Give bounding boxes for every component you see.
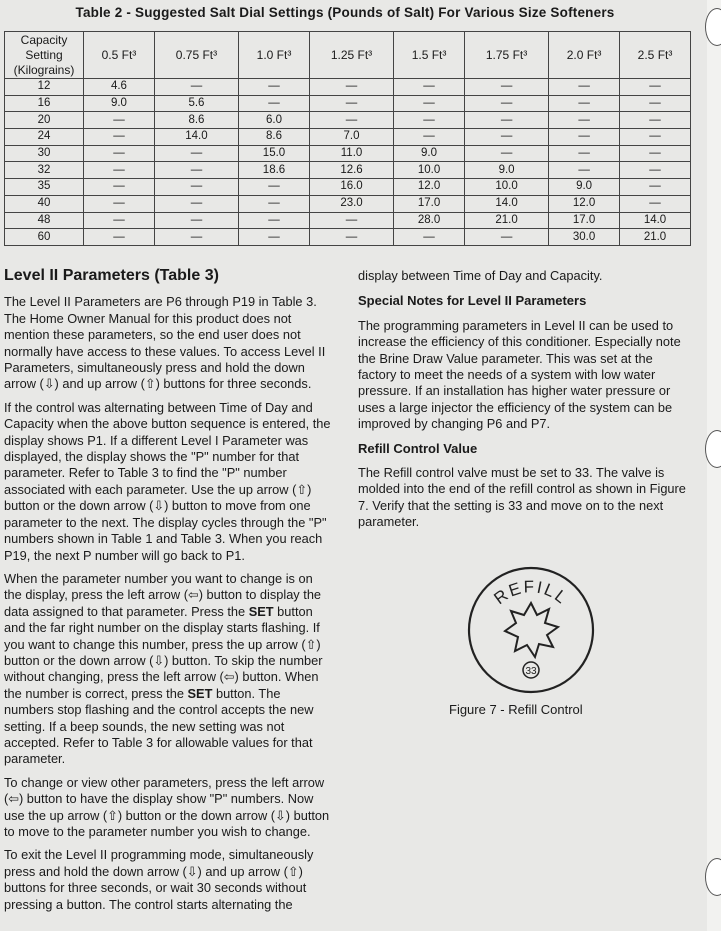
salt-value-cell: — <box>620 195 691 212</box>
salt-value-cell: — <box>84 195 155 212</box>
salt-value-cell: — <box>84 129 155 146</box>
capacity-header-line: Setting <box>25 47 63 62</box>
salt-value-cell: 5.6 <box>154 95 238 112</box>
salt-value-cell: — <box>84 112 155 129</box>
table-row <box>5 79 691 96</box>
refill-setting-number: 33 <box>525 666 537 677</box>
paragraph: The programming parameters in Level II can be used to increase the efficiency of this conditioner. Especially note the Brine Draw Value parameter. This was set at the factory to meet the needs of a system with low water pressure. If an installation has higher water pressure or uses a large injector the efficiency of the system can be improved by changing P6 and P7. <box>358 317 681 432</box>
salt-value-cell: — <box>309 79 393 96</box>
salt-value-cell: — <box>549 95 620 112</box>
salt-value-cell: — <box>620 179 691 196</box>
salt-value-cell: — <box>620 112 691 129</box>
salt-value-cell: — <box>84 162 155 179</box>
capacity-cell: 30 <box>5 145 84 162</box>
salt-value-cell: — <box>549 79 620 96</box>
salt-value-cell: 12.0 <box>394 179 465 196</box>
capacity-cell: 48 <box>5 212 84 229</box>
subheading: Special Notes for Level II Parameters <box>358 293 587 309</box>
salt-value-cell: — <box>309 95 393 112</box>
paragraph: The Level II Parameters are P6 through P19 in Table 3. The Home Owner Manual for this product does not mention these parameters, so the end user does not normally have access to these values. To access Level II Parameters, simultaneously press and hold the down arrow (⇩) and up arrow (⇧) buttons for three seconds. <box>4 294 326 392</box>
refill-label: REFILL <box>490 577 572 609</box>
table-title: Table 2 - Suggested Salt Dial Settings (Pounds of Salt) For Various Size Softeners <box>75 5 615 20</box>
salt-value-cell: — <box>309 229 393 246</box>
salt-value-cell: — <box>154 162 238 179</box>
binder-hole <box>705 858 721 896</box>
paragraph <box>4 571 332 768</box>
salt-value-cell: 9.0 <box>464 162 548 179</box>
column-header: 0.5 Ft³ <box>84 32 155 79</box>
salt-value-cell: — <box>309 212 393 229</box>
salt-value-cell: — <box>394 112 465 129</box>
salt-value-cell: 9.0 <box>84 95 155 112</box>
salt-value-cell: 4.6 <box>84 79 155 96</box>
capacity-cell: 35 <box>5 179 84 196</box>
text-run: button and the far right number on the display starts flashing. If you want to change this number, press the up arrow (⇧) button or the down arrow (⇩) button. To skip the number without changing, press the left arrow (⇦) button. When the number is correct, press the <box>4 603 323 701</box>
table-row <box>5 162 691 179</box>
table-row <box>5 195 691 212</box>
salt-value-cell: — <box>464 129 548 146</box>
salt-value-cell: 12.6 <box>309 162 393 179</box>
salt-value-cell: — <box>154 212 238 229</box>
salt-value-cell: — <box>549 129 620 146</box>
table-row <box>5 212 691 229</box>
salt-value-cell: — <box>620 162 691 179</box>
paragraph: display between Time of Day and Capacity. <box>358 268 603 283</box>
table-body <box>5 79 691 246</box>
table-row <box>5 145 691 162</box>
salt-value-cell: — <box>620 145 691 162</box>
salt-value-cell: — <box>239 179 310 196</box>
salt-value-cell: — <box>154 79 238 96</box>
figure-caption: Figure 7 - Refill Control <box>449 702 583 717</box>
salt-value-cell: 6.0 <box>239 112 310 129</box>
salt-value-cell: 16.0 <box>309 179 393 196</box>
salt-value-cell: — <box>620 79 691 96</box>
capacity-cell: 16 <box>5 95 84 112</box>
salt-value-cell: — <box>549 162 620 179</box>
capacity-cell: 24 <box>5 129 84 146</box>
table-row <box>5 112 691 129</box>
capacity-header-line: Capacity <box>20 32 68 47</box>
salt-value-cell: 30.0 <box>549 229 620 246</box>
salt-value-cell: 10.0 <box>394 162 465 179</box>
capacity-header <box>5 32 84 79</box>
paragraph: To change or view other parameters, press the left arrow (⇦) button to have the display show "P" numbers. Now use the up arrow (⇧) button or the down arrow (⇩) button to move to the parameter number you wish to change. <box>4 774 330 839</box>
salt-value-cell: 10.0 <box>464 179 548 196</box>
set-keyword: SET <box>248 603 274 619</box>
salt-value-cell: — <box>154 195 238 212</box>
salt-value-cell: — <box>154 145 238 162</box>
refill-control-figure <box>466 565 596 695</box>
subheading: Refill Control Value <box>358 440 478 456</box>
column-header: 1.0 Ft³ <box>239 32 310 79</box>
salt-value-cell: 9.0 <box>549 179 620 196</box>
column-header: 1.25 Ft³ <box>309 32 393 79</box>
salt-value-cell: 8.6 <box>154 112 238 129</box>
paragraph: The Refill control valve must be set to 33. The valve is molded into the end of the refill control as shown in Figure 7. Verify that the setting is 33 and move on to the next parameter. <box>358 465 686 530</box>
salt-value-cell: — <box>464 79 548 96</box>
salt-value-cell: — <box>84 212 155 229</box>
salt-value-cell: — <box>620 95 691 112</box>
salt-value-cell: 11.0 <box>309 145 393 162</box>
salt-value-cell: — <box>394 79 465 96</box>
salt-value-cell: 8.6 <box>239 129 310 146</box>
salt-value-cell: — <box>464 95 548 112</box>
salt-value-cell: 7.0 <box>309 129 393 146</box>
salt-value-cell: — <box>84 145 155 162</box>
salt-value-cell: — <box>620 129 691 146</box>
refill-star-shape <box>505 603 558 657</box>
salt-value-cell: — <box>239 79 310 96</box>
left-column <box>4 268 332 920</box>
table-row <box>5 179 691 196</box>
salt-value-cell: — <box>84 229 155 246</box>
capacity-cell: 12 <box>5 79 84 96</box>
salt-value-cell: — <box>549 112 620 129</box>
salt-value-cell: — <box>394 229 465 246</box>
capacity-cell: 32 <box>5 162 84 179</box>
salt-value-cell: — <box>394 129 465 146</box>
salt-value-cell: 14.0 <box>464 195 548 212</box>
salt-value-cell: — <box>84 179 155 196</box>
column-header: 0.75 Ft³ <box>154 32 238 79</box>
salt-value-cell: — <box>239 212 310 229</box>
right-column <box>358 268 690 538</box>
salt-value-cell: 14.0 <box>154 129 238 146</box>
capacity-cell: 20 <box>5 112 84 129</box>
salt-value-cell: 15.0 <box>239 145 310 162</box>
column-header: 2.5 Ft³ <box>620 32 691 79</box>
binder-hole <box>705 8 721 46</box>
salt-value-cell: — <box>549 145 620 162</box>
salt-value-cell: — <box>239 95 310 112</box>
capacity-cell: 40 <box>5 195 84 212</box>
salt-value-cell: 12.0 <box>549 195 620 212</box>
salt-value-cell: — <box>464 229 548 246</box>
salt-value-cell: 17.0 <box>549 212 620 229</box>
salt-value-cell: 9.0 <box>394 145 465 162</box>
binder-hole <box>705 430 721 468</box>
salt-value-cell: 17.0 <box>394 195 465 212</box>
salt-value-cell: — <box>154 179 238 196</box>
paragraph: To exit the Level II programming mode, simultaneously press and hold the down arrow (⇩) and up arrow (⇧) buttons for three seconds, or wait 30 seconds without pressing a button. The control starts alternating the <box>4 847 314 912</box>
salt-value-cell: — <box>464 145 548 162</box>
salt-value-cell: 14.0 <box>620 212 691 229</box>
capacity-cell: 60 <box>5 229 84 246</box>
text-run: When the parameter number you want to change is on the display, press the left arrow (⇦) button to display the data assigned to that parameter. Press the <box>4 570 322 619</box>
set-keyword: SET <box>187 685 213 701</box>
salt-value-cell: 18.6 <box>239 162 310 179</box>
paragraph: If the control was alternating between Time of Day and Capacity when the above button sequence is entered, the display shows P1. If a different Level I Parameter was displayed, the display shows the "P" number for that parameter. Refer to Table 3 to find the "P" number associated with each parameter. Use the up arrow (⇧) button or the down arrow (⇩) button to move from one parameter to the next. The display cycles through the "P" numbers shown in Table 1 and Table 3. When you reach P19, the next P number will go back to P1. <box>4 399 331 563</box>
page-edge <box>707 0 721 931</box>
column-header: 1.5 Ft³ <box>394 32 465 79</box>
column-header: 2.0 Ft³ <box>549 32 620 79</box>
text-run: button. The numbers stop flashing and the control accepts the new setting. If a beep sounds, the new setting was not accepted. Refer to Table 3 for allowable values for that parameter. <box>4 685 314 767</box>
capacity-header-line: (Kilograins) <box>13 62 75 77</box>
salt-value-cell: — <box>394 95 465 112</box>
salt-dial-table <box>4 31 691 246</box>
salt-value-cell: 28.0 <box>394 212 465 229</box>
salt-value-cell: — <box>154 229 238 246</box>
salt-value-cell: — <box>309 112 393 129</box>
table-row <box>5 229 691 246</box>
salt-value-cell: 23.0 <box>309 195 393 212</box>
table-header-row <box>5 32 691 79</box>
salt-value-cell: — <box>239 229 310 246</box>
table-row <box>5 95 691 112</box>
salt-value-cell: — <box>239 195 310 212</box>
column-header: 1.75 Ft³ <box>464 32 548 79</box>
salt-value-cell: 21.0 <box>620 229 691 246</box>
salt-value-cell: 21.0 <box>464 212 548 229</box>
salt-value-cell: — <box>464 112 548 129</box>
section-heading: Level II Parameters (Table 3) <box>4 267 219 284</box>
table-row <box>5 129 691 146</box>
